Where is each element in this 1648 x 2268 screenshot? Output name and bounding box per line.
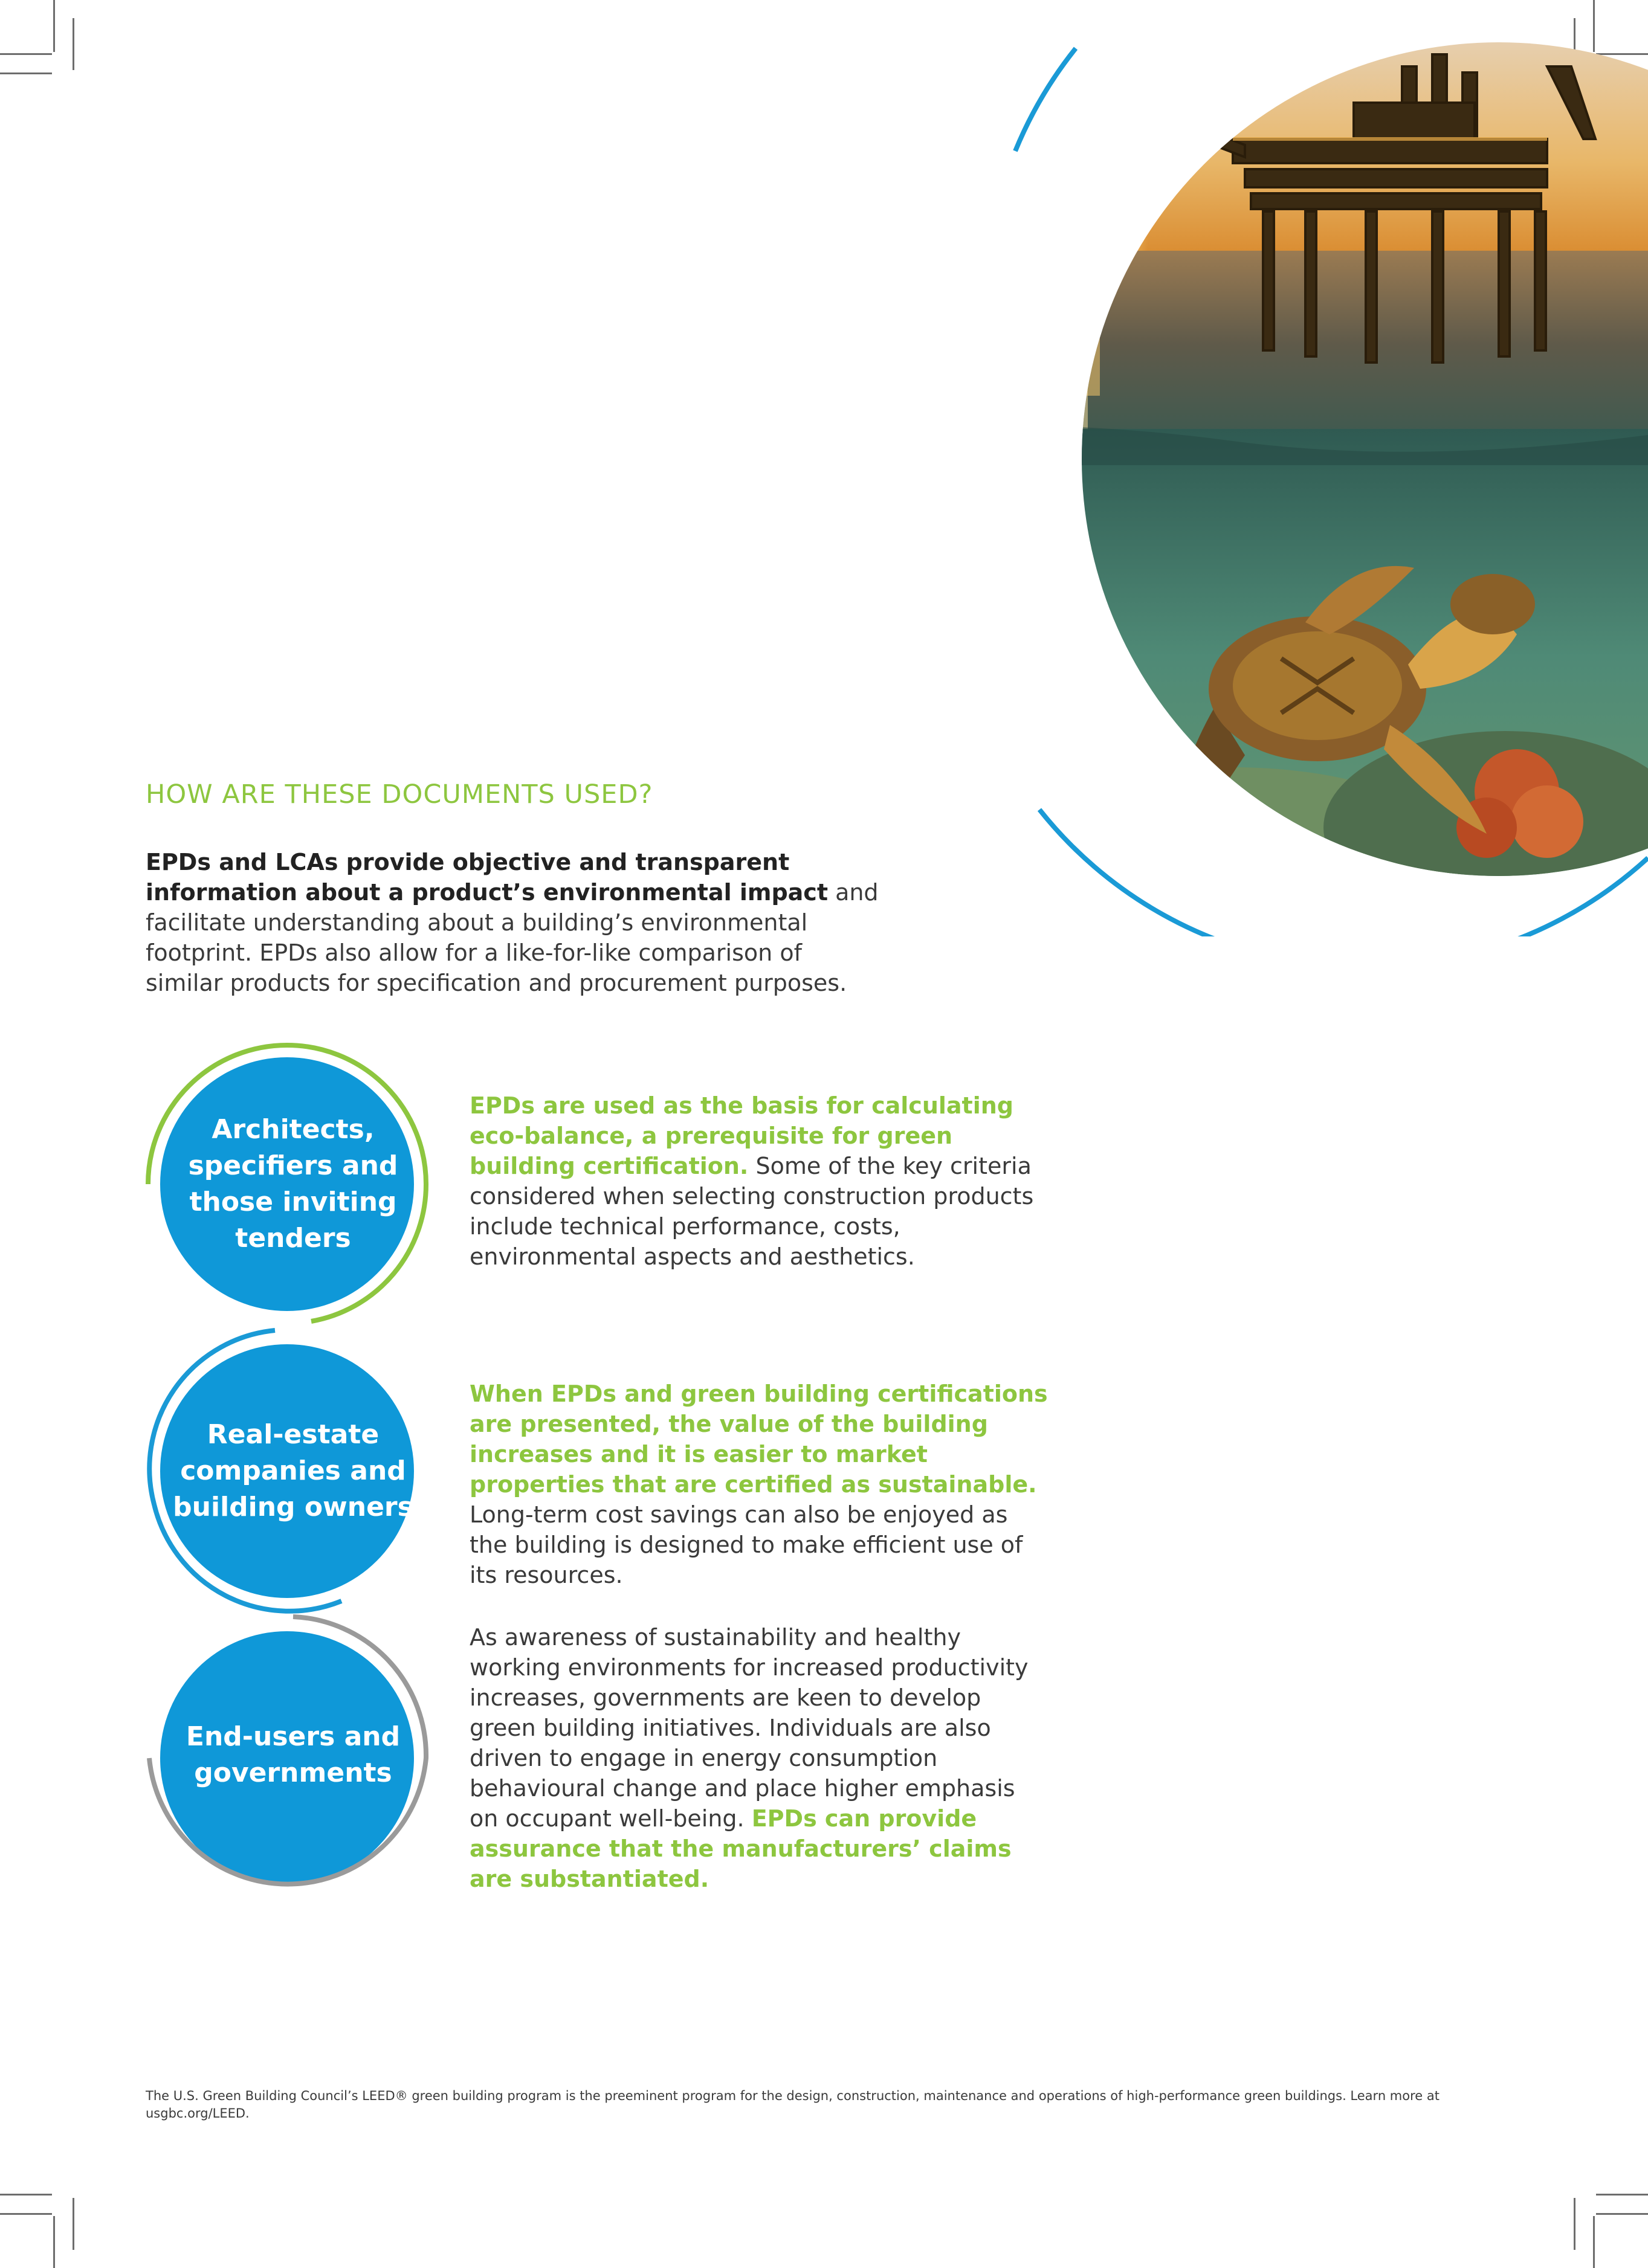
crop-mark [1596,2213,1648,2215]
crop-mark [1596,2194,1648,2196]
footnote: The U.S. Green Building Council’s LEED® green building program is the preeminent program for the design, construction, maintenance and operations of high-performance green buildings. Learn more at usgbc.org/LEED. [146,2089,1440,2121]
stakeholder-description-end-users [470,1622,1050,1894]
description-highlight: When EPDs and green building certifications are presented, the value of the building increases and it is easier to market properties that are certified as sustainable. [470,1380,1048,1498]
description-text: As awareness of sustainability and healthy working environments for increased productivity increases, governments are keen to develop green building initiatives. Individuals are also driven to engage in energy consumption behavioural change and place higher emphasis on occupant well-being. [470,1624,1029,1832]
crop-mark [0,2213,52,2215]
description-highlight: EPDs can provide assurance that the manufacturers’ claims are substantiated. [470,1805,1012,1892]
stakeholder-circle-real-estate [142,1323,438,1619]
crop-mark [53,2216,55,2268]
description-highlight: EPDs are used as the basis for calculating eco-balance, a prerequisite for green building certification. [470,1092,1013,1179]
stakeholder-circle-end-users [142,1607,438,1903]
description-text: Long-term cost savings can also be enjoyed as the building is designed to make efficient use of its resources. [470,1501,1023,1588]
intro-bold: EPDs and LCAs provide objective and transparent information about a product’s environmental impact [146,849,828,906]
intro-rest: and facilitate understanding about a building’s environmental footprint. EPDs also allow for a like-for-like comparison of similar products for specification and procurement purposes. [146,879,879,996]
stakeholder-label: End-users and governments [186,1721,401,1788]
crop-mark [0,53,52,55]
crop-mark [1593,2216,1595,2268]
hero-photo [870,42,1648,936]
stakeholder-label: Real-estate companies and building owners [173,1419,413,1522]
stakeholder-description-real-estate [470,1379,1050,1590]
stakeholder-description-architects [470,1091,1050,1272]
crop-mark [1574,2198,1575,2250]
section-heading: HOW ARE THESE DOCUMENTS USED? [146,779,653,810]
crop-mark [73,2198,74,2250]
stakeholder-label: Architects, specifiers and those inviting tenders [188,1114,398,1254]
crop-mark [53,0,55,52]
stakeholder-circle-architects [142,1036,438,1332]
intro-paragraph [146,847,883,998]
crop-mark [73,18,74,70]
description-text: Some of the key criteria considered when selecting construction products include technical performance, costs, environmental aspects and aesthetics. [470,1153,1034,1270]
crop-mark [0,72,52,74]
crop-mark [0,2194,52,2196]
